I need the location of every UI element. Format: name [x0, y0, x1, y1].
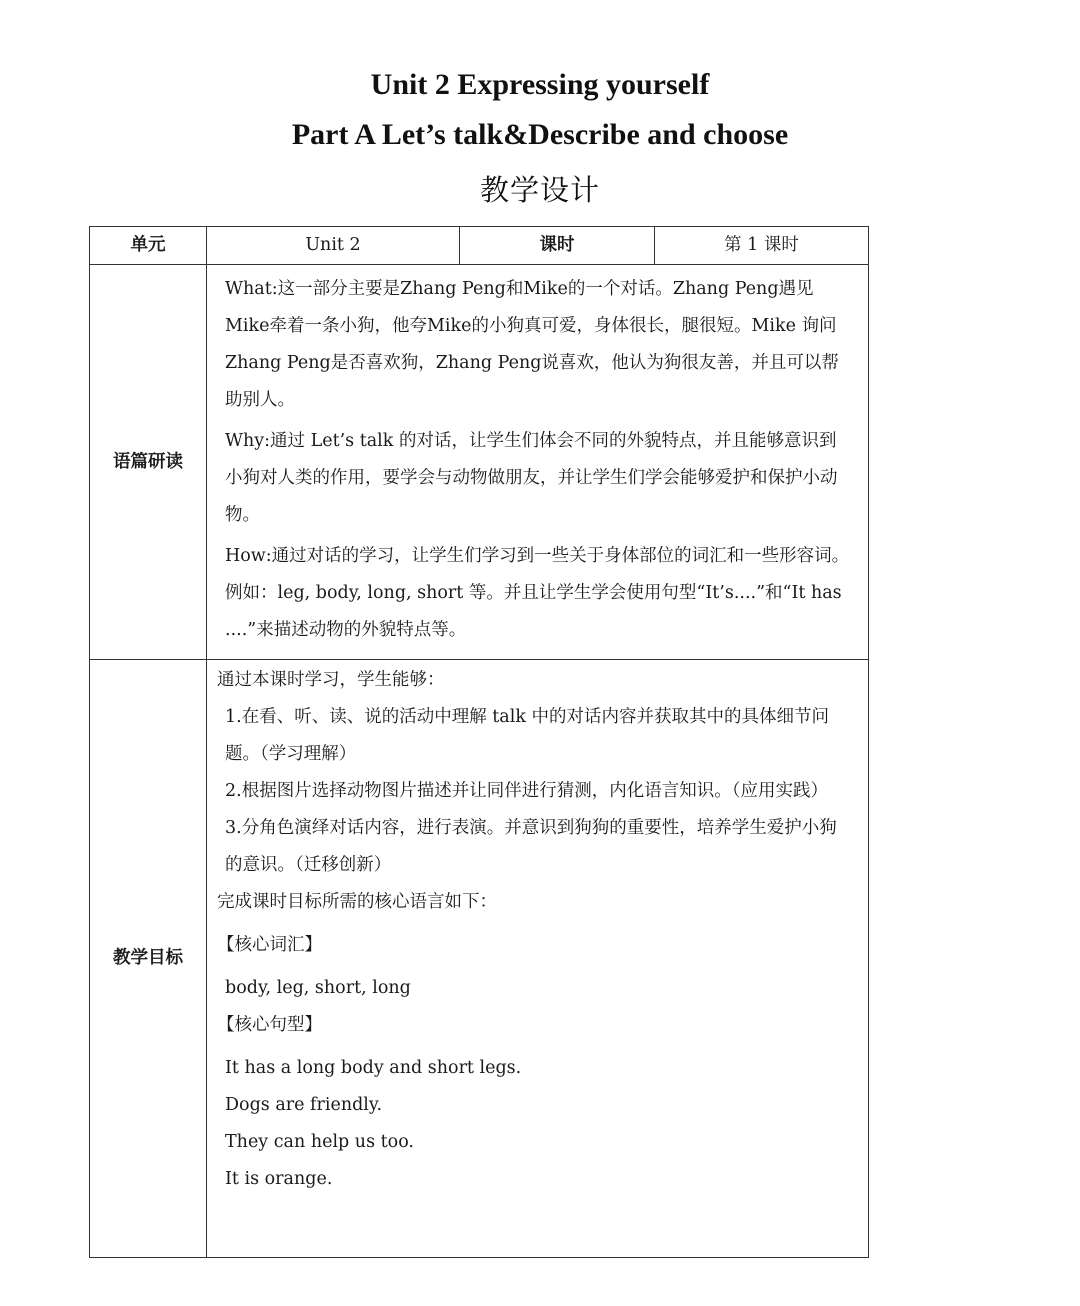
doc-title-design: 教学设计 [479, 173, 600, 207]
analysis-row [90, 265, 869, 660]
analysis-how: How:通过对话的学习，让学生们学习到一些关于身体部位的词汇和一些形容词。例如：leg, body, long, short 等。并且让学生学会使用句型“It’s....”和“It has ....”来描述动物的外貌特点等。 [225, 546, 850, 640]
core-pattern: It is orange. [225, 1169, 333, 1189]
analysis-label: 语篇研读 [90, 265, 207, 660]
goals-intro: 通过本课时学习，学生能够： [217, 670, 445, 690]
core-pattern-label: 【核心句型】 [217, 1015, 322, 1035]
analysis-why: Why:通过 Let’s talk 的对话，让学生们体会不同的外貌特点，并且能够意识到小狗对人类的作用，要学会与动物做朋友，并让学生们学会能够爱护和保护小动物。 [225, 431, 838, 525]
goal-item: 1.在看、听、读、说的活动中理解 talk 中的对话内容并获取其中的具体细节问题。（学习理解） [225, 707, 829, 764]
lesson-plan-table [89, 226, 869, 1258]
goals-row [90, 660, 869, 1258]
doc-title-part: Part A Let’s talk&Describe and choose [291, 118, 789, 151]
goals-content [207, 660, 869, 1258]
core-pattern: Dogs are friendly. [225, 1095, 383, 1115]
unit-label: 单元 [90, 227, 207, 265]
analysis-content [207, 265, 869, 660]
goal-item: 3.分角色演绎对话内容，进行表演。并意识到狗狗的重要性，培养学生爱护小狗的意识。（迁移创新） [225, 818, 837, 875]
core-vocab: body, leg, short, long [225, 978, 411, 998]
doc-title-unit: Unit 2 Expressing yourself [370, 68, 710, 101]
core-vocab-label: 【核心词汇】 [217, 935, 322, 955]
goal-item: 2.根据图片选择动物图片描述并让同伴进行猜测，内化语言知识。（应用实践） [225, 781, 828, 801]
core-language-intro: 完成课时目标所需的核心语言如下： [217, 892, 497, 912]
core-pattern: It has a long body and short legs. [225, 1058, 522, 1078]
header-row [90, 227, 869, 265]
period-value: 第 1 课时 [655, 227, 869, 265]
period-label: 课时 [460, 227, 655, 265]
unit-value: Unit 2 [207, 227, 460, 265]
analysis-what: What:这一部分主要是Zhang Peng和Mike的一个对话。Zhang Peng遇见Mike牵着一条小狗，他夸Mike的小狗真可爱，身体很长，腿很短。Mike 询问Zhang Peng是否喜欢狗，Zhang Peng说喜欢，他认为狗很友善，并且可以帮助别人。 [225, 279, 839, 410]
core-pattern: They can help us too. [225, 1132, 414, 1152]
goals-label: 教学目标 [90, 660, 207, 1258]
